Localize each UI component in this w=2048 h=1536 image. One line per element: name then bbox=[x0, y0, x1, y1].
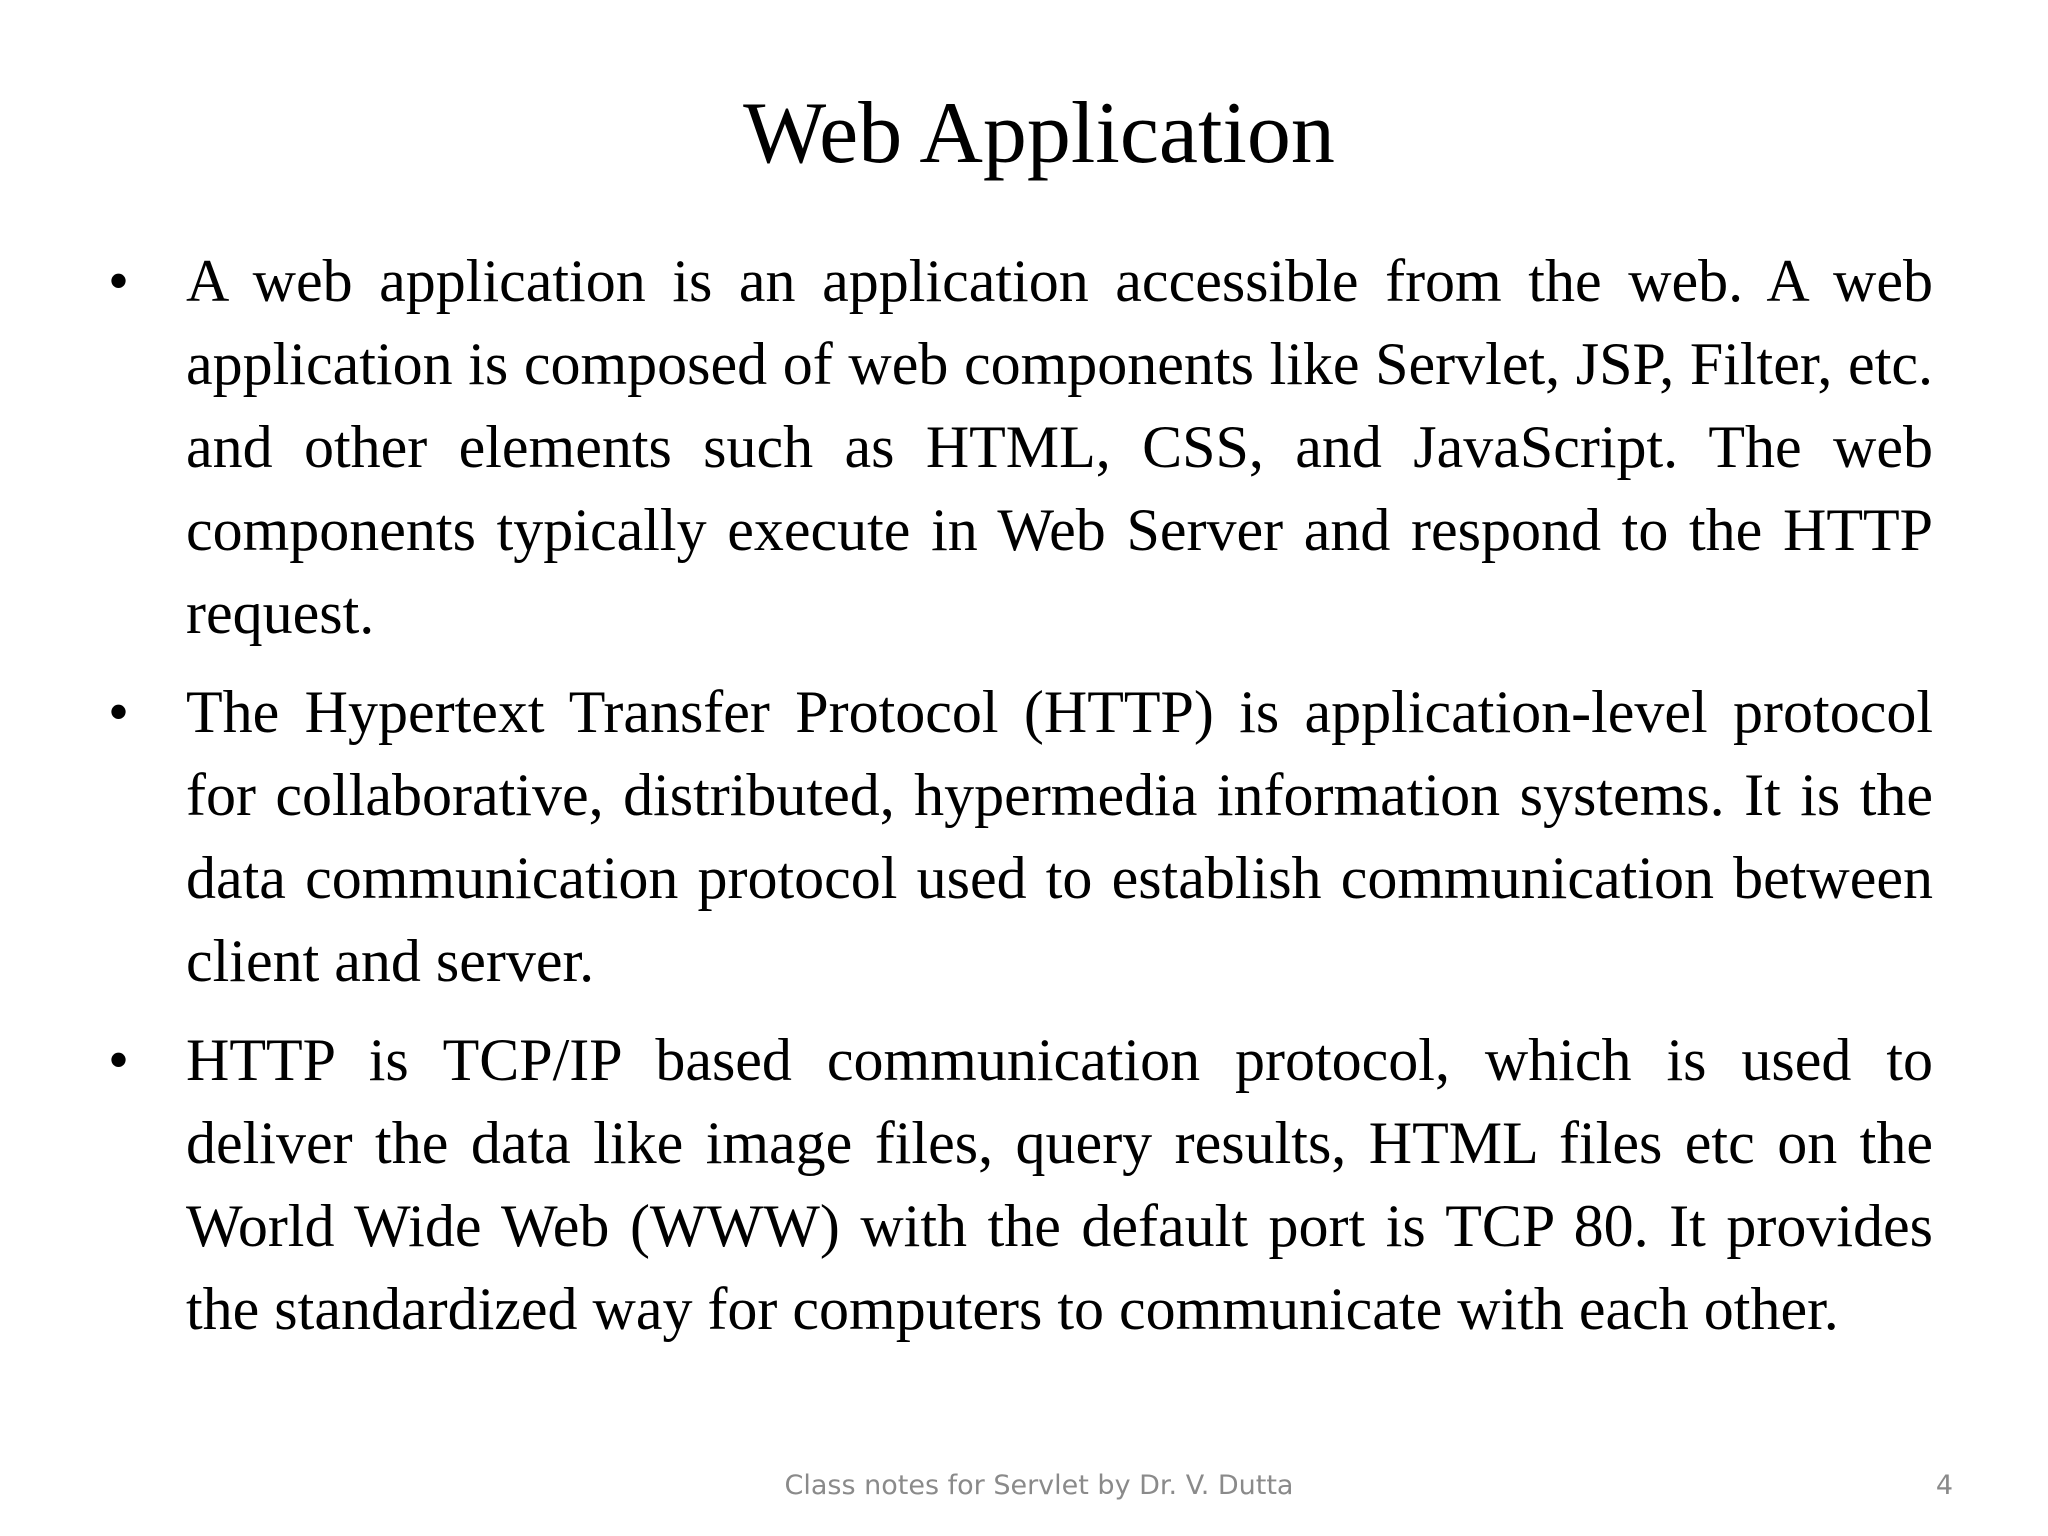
slide-footer: Class notes for Servlet by Dr. V. Dutta bbox=[784, 1470, 1294, 1501]
slide-title: Web Application bbox=[743, 85, 1335, 182]
bullet-marker: • bbox=[108, 679, 130, 745]
bullet-text: The Hypertext Transfer Protocol (HTTP) is application-level protocol for collaborative, distributed, hypermedia information systems. It is the data communication protocol used to establish communication between client and server. bbox=[186, 679, 1933, 994]
bullet-marker: • bbox=[108, 1027, 130, 1093]
bullet-item bbox=[108, 240, 1933, 655]
bullet-item bbox=[108, 671, 1933, 1003]
page-number: 4 bbox=[1935, 1470, 1953, 1501]
bullet-list bbox=[108, 240, 1933, 1367]
bullet-marker: • bbox=[108, 248, 130, 314]
bullet-text: HTTP is TCP/IP based communication protocol, which is used to deliver the data like image files, query results, HTML files etc on the World Wide Web (WWW) with the default port is TCP 80. It provides the standardized way for computers to communicate with each other. bbox=[186, 1027, 1933, 1342]
bullet-text: A web application is an application accessible from the web. A web application is composed of web components like Servlet, JSP, Filter, etc. and other elements such as HTML, CSS, and JavaScript. The web components typically execute in Web Server and respond to the HTTP request. bbox=[186, 248, 1933, 646]
bullet-item bbox=[108, 1019, 1933, 1351]
